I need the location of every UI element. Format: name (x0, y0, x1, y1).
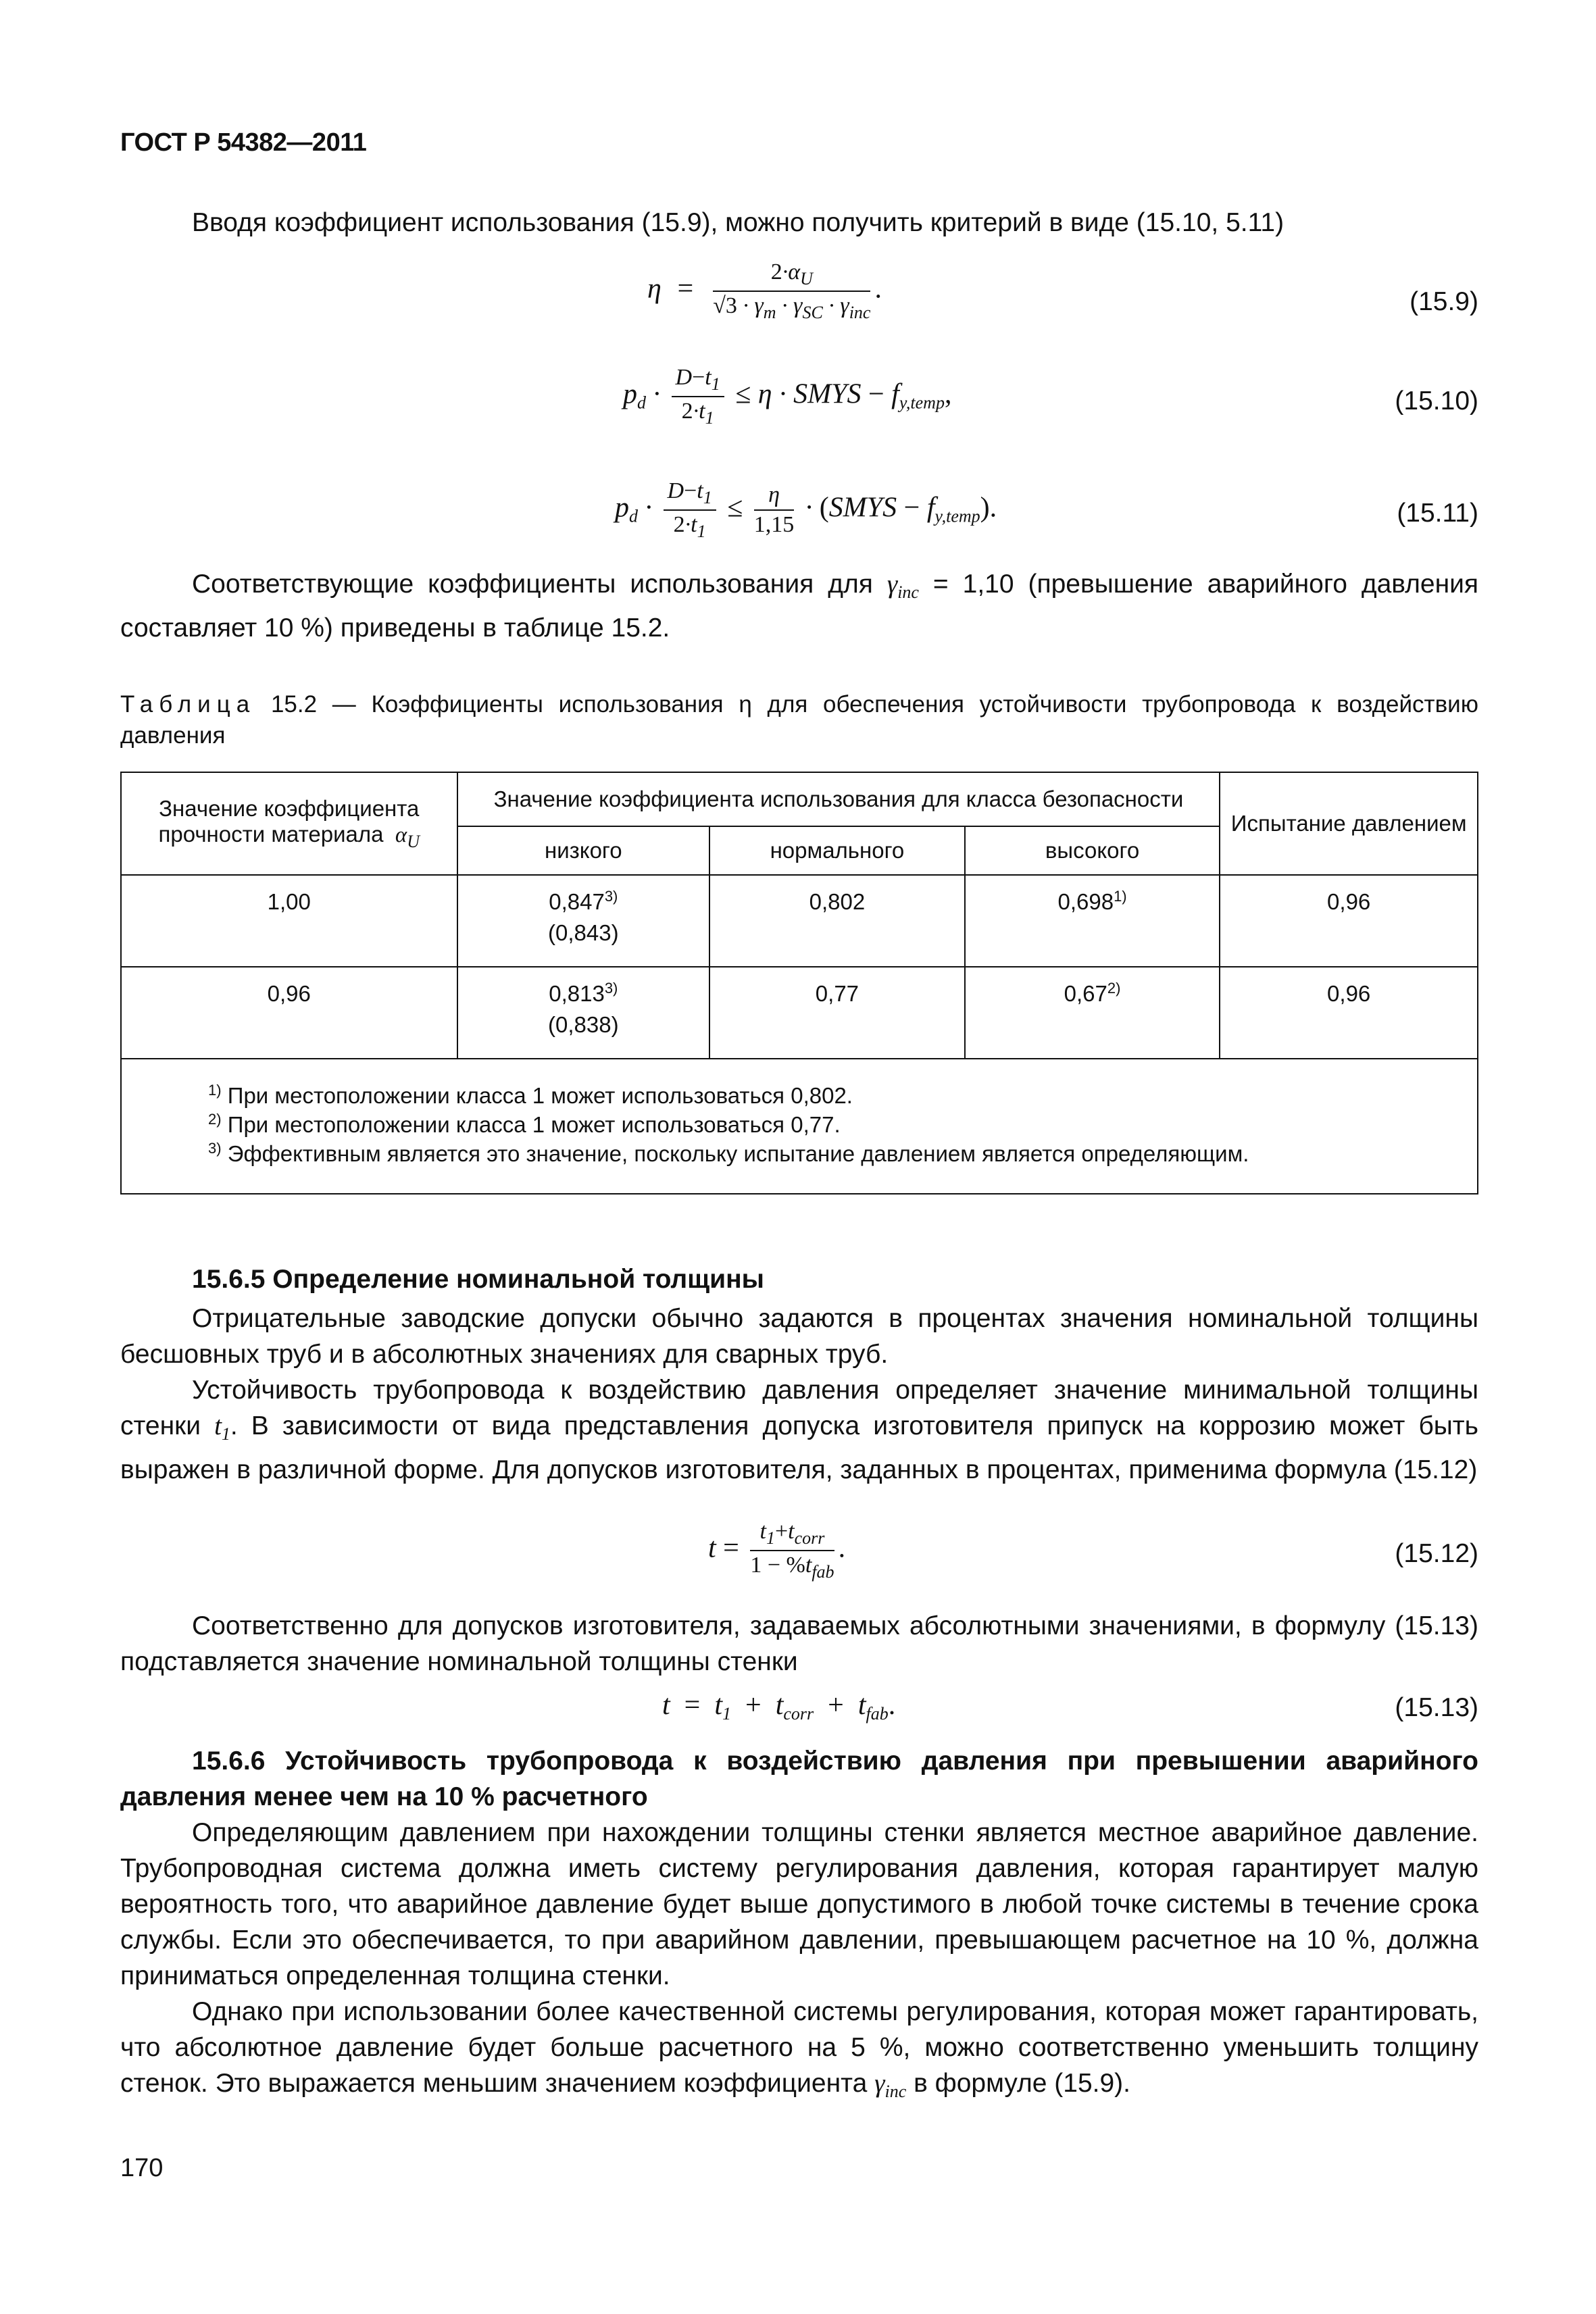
formula-15-11: $p_d$ · $\frac{D-t_1}{2\cdot t_1}$ ≤ $\frac{\eta}{1,15}$ · (SMYS − $f_{y,temp}$). (615, 478, 997, 541)
table-footnotes (121, 1059, 1478, 1194)
equation-number-15-9: (15.9) (1410, 287, 1478, 316)
cell-normal: 0,802 (709, 875, 965, 967)
equation-number-15-13: (15.13) (1395, 1693, 1478, 1722)
formula-15-13: $t = t_1 + t_{corr} + t_{fab}$. (662, 1690, 896, 1724)
cell-high: 0,67$^{2)}$ (965, 967, 1220, 1059)
header-pressure-test: Испытание давлением (1220, 772, 1478, 875)
coefficients-table (120, 772, 1478, 1194)
formula-15-9-fraction: $\frac{2\cdot\alpha_U}{√3 \cdot \gamma_m \cdot \gamma_{SC} \cdot \gamma_{inc}}$ (713, 259, 871, 322)
cell-alpha: 0,96 (121, 967, 457, 1059)
footnote-3: $^{3)}$ Эффективным является это значение, поскольку испытание давлением является определяющим. (208, 1140, 1249, 1166)
page-number: 170 (120, 2154, 164, 2182)
equation-number-15-11: (15.11) (1397, 499, 1478, 528)
section-heading-15-6-6: 15.6.6 Устойчивость трубопровода к воздействию давления при превышении аварийного давления менее чем на 10 % расчетного (120, 1746, 1478, 1811)
paragraph-min-thickness: Устойчивость трубопровода к воздействию давления определяет значение минимальной толщины стенки $t_1$. В зависимости от вида представления допуска изготовителя припуск на коррозию может быть выражен в различной форме. Для допусков изготовителя, заданных в процентах, применима формула (15.12) (120, 1376, 1478, 1484)
header-high: высокого (965, 826, 1220, 875)
paragraph-incidental-pressure: Определяющим давлением при нахождении толщины стенки является местное аварийное давление. Трубопроводная система должна иметь систему регулирования давления, которая гарантирует малую вероятность того, что аварийное давление будет выше допустимого в любой точке системы в течение срока службы. Если это обеспечивается, то при аварийном давлении, превышающем расчетное на 10 %, должна приниматься определенная толщина стенки. (120, 1818, 1478, 1990)
formula-15-11-factor: 1,15 (753, 512, 795, 537)
header-safety-class: Значение коэффициента использования для класса безопасности (457, 772, 1220, 826)
header-low: низкого (457, 826, 710, 875)
equation-number-15-10: (15.10) (1395, 386, 1478, 416)
equation-number-15-12: (15.12) (1395, 1539, 1478, 1568)
cell-low: 0,813$^{3)}$ (0,838) (457, 967, 710, 1059)
paragraph-absolute-tolerances: Соответственно для допусков изготовителя, задаваемых абсолютными значениями, в формулу (15.13) подставляется значение номинальной толщины стенки (120, 1611, 1478, 1676)
intro-paragraph: Вводя коэффициент использования (15.9), можно получить критерий в виде (15.10, 5.11) (192, 208, 1285, 237)
table-caption: Таблица 15.2 — Коэффициенты использования η для обеспечения устойчивости трубопровода к воздействию давления (120, 691, 1478, 749)
header-normal: нормального (709, 826, 965, 875)
footnote-1: $^{1)}$ При местоположении класса 1 может использоваться 0,802. (208, 1082, 853, 1108)
footnote-2: $^{2)}$ При местоположении класса 1 может использоваться 0,77. (208, 1111, 841, 1137)
cell-test: 0,96 (1220, 967, 1478, 1059)
formula-15-12: t = $\frac{t_1+t_{corr}}{1 - \%t_{fab}}$ . (708, 1519, 846, 1582)
document-header: ГОСТ Р 54382—2011 (120, 128, 367, 157)
section-heading-15-6-5: 15.6.5 Определение номинальной толщины (192, 1265, 764, 1294)
coefficients-paragraph: Соответствующие коэффициенты использования для $\gamma_{inc} = 1,10$ (превышение аварийного давления составляет 10 %) приведены в таблице 15.2. (120, 570, 1479, 643)
cell-normal: 0,77 (709, 967, 965, 1059)
table-row (121, 967, 1478, 1059)
paragraph-tolerances: Отрицательные заводские допуски обычно задаются в процентах значения номинальной толщины бесшовных труб и в абсолютных значениях для сварных труб. (120, 1304, 1478, 1369)
formula-15-9: η = $\frac{2\cdot\alpha_U}{√3 \cdot \gamma_m \cdot \gamma_{SC} \cdot \gamma_{inc}}$ . (647, 259, 882, 322)
cell-high: 0,698$^{1)}$ (965, 875, 1220, 967)
formula-15-10: $p_d$ · $\frac{D-t_1}{2\cdot t_1}$ ≤ η · SMYS − $f_{y,temp}$, (623, 365, 952, 428)
table-row (121, 875, 1478, 967)
paragraph-better-regulation: Однако при использовании более качественной системы регулирования, которая может гарантировать, что абсолютное давление будет больше расчетного на 5 %, можно соответственно уменьшить толщину стенок. Это выражается меньшим значением коэффициента $\gamma_{inc}$ в формуле (15.9). (120, 1997, 1478, 2101)
cell-alpha: 1,00 (121, 875, 457, 967)
header-material-strength: Значение коэффициента прочности материала $\alpha_U$ (121, 772, 457, 875)
cell-low: 0,847$^{3)}$ (0,843) (457, 875, 710, 967)
cell-test: 0,96 (1220, 875, 1478, 967)
